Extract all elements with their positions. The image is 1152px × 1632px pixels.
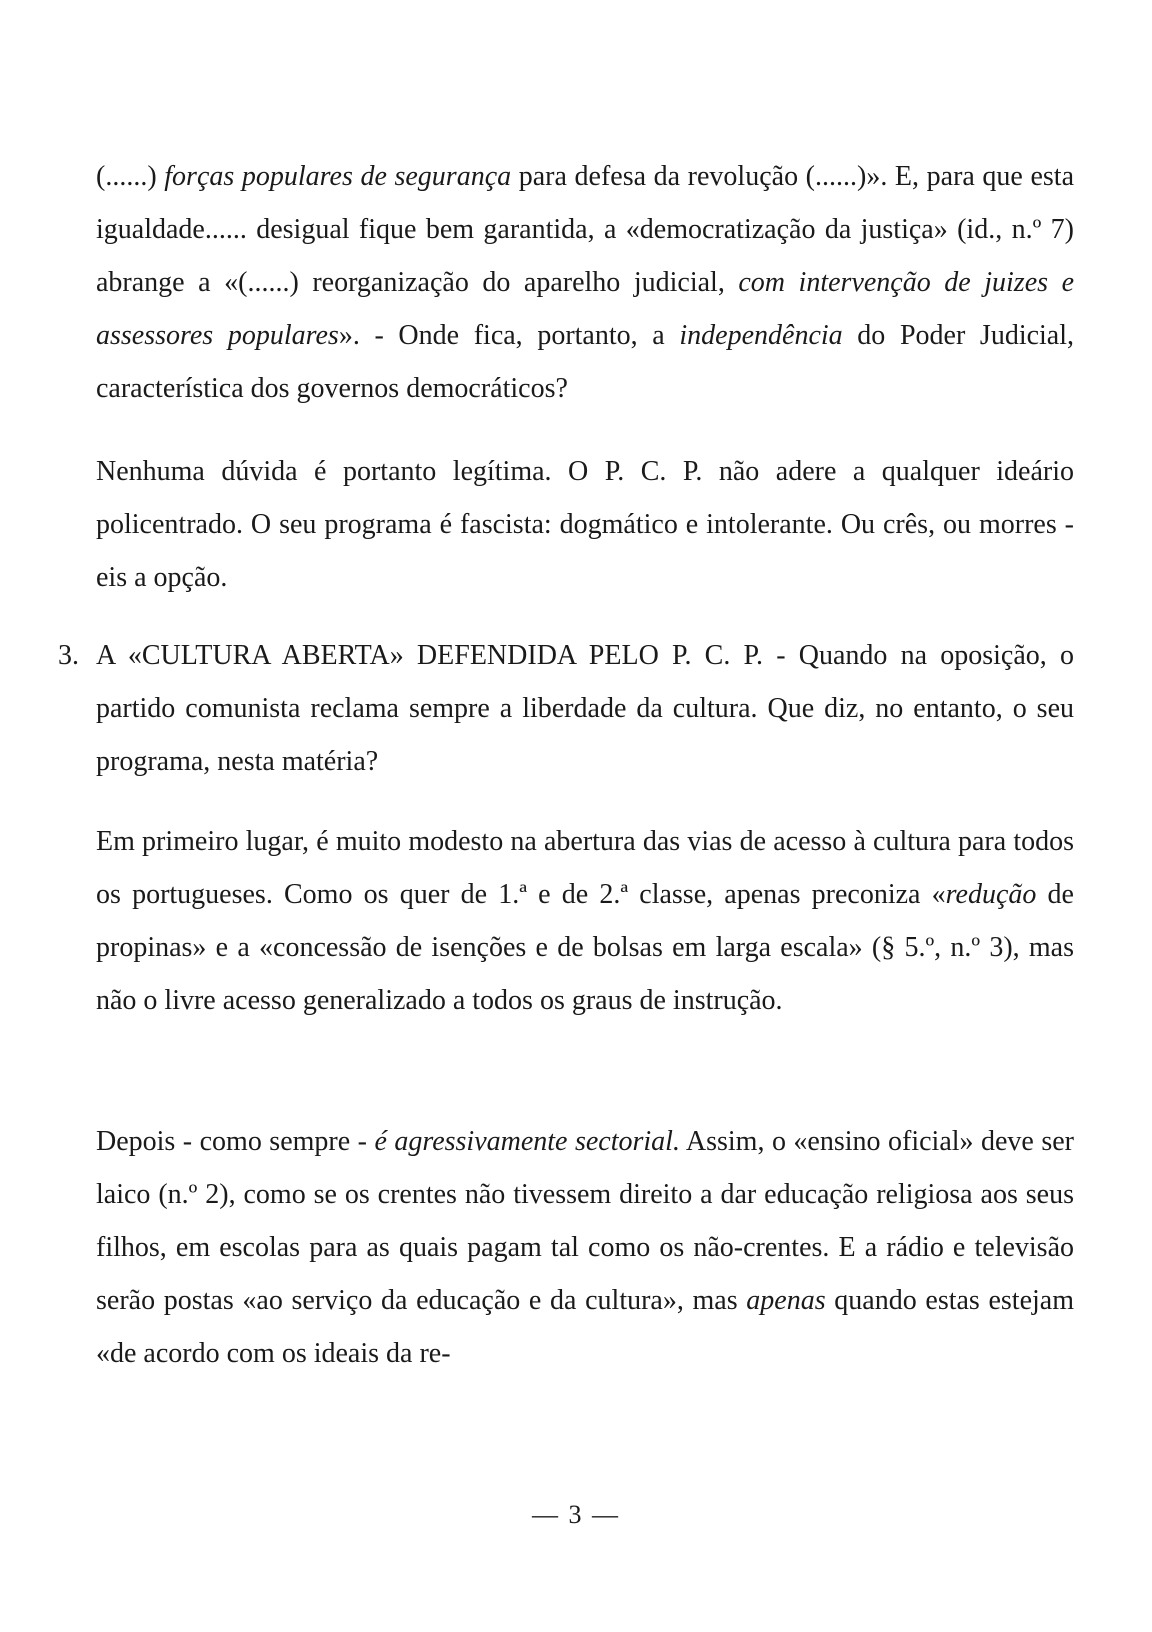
- text-run: ». - Onde fica, portanto, a: [338, 320, 680, 351]
- text-run: Em primeiro lugar, é muito modesto na abertura das vias de acesso à cultura para todos os portugueses. Como os quer de 1.ª e de 2.ª classe, apenas preconiza «: [96, 826, 1074, 910]
- italic-run: forças populares de segurança: [164, 161, 512, 192]
- italic-run: independência: [679, 320, 843, 351]
- text-run: A «CULTURA ABERTA» DEFENDIDA PELO P. C. P. - Quando na oposição, o partido comunista reclama sempre a liberdade da cultura. Que diz, no entanto, o seu programa, nesta matéria?: [96, 640, 1074, 777]
- page-number: — 3 —: [532, 1500, 620, 1529]
- section-3-heading-paragraph: [58, 629, 1074, 788]
- italic-run: é agressivamente sectorial.: [374, 1126, 680, 1157]
- paragraph-first-place: [96, 815, 1074, 1027]
- text-run: para defesa da revolução (......)». E, para que esta igualdade...... desigual fique bem garantida, a «democratização da justiça» (id., n.º 7) abrange a «(......) reorganização do aparelho judicial,: [96, 161, 1075, 298]
- text-run: de propinas» e a «concessão de isenções e de bolsas em larga escala» (§ 5.º, n.º 3), mas não o livre acesso generalizado a todos os graus de instrução.: [96, 879, 1074, 1016]
- italic-run: redução: [945, 879, 1037, 910]
- text-run: (......): [96, 161, 165, 192]
- text-run: Nenhuma dúvida é portanto legítima. O P. C. P. não adere a qualquer ideário policentrado. O seu programa é fascista: dogmático e intolerante. Ou crês, ou morres - eis a opção.: [96, 456, 1074, 593]
- text-run: Depois - como sempre -: [96, 1126, 375, 1157]
- text-run: Assim, o «ensino oficial» deve ser laico (n.º 2), como se os crentes não tivessem direito a dar educação religiosa aos seus filhos, em escolas para as quais pagam tal como os não-crentes. E a rádio e televisão serão postas «ao serviço da educação e da cultura», mas: [96, 1126, 1074, 1316]
- paragraph-sectorial: [96, 1115, 1074, 1380]
- italic-run: com intervenção de juizes e assessores populares: [96, 267, 1074, 351]
- paragraph-popular-forces: [96, 150, 1074, 415]
- text-run: quando estas estejam «de acordo com os ideais da re-: [96, 1285, 1074, 1369]
- text-run: do Poder Judicial, característica dos governos democráticos?: [96, 320, 1075, 404]
- paragraph-no-doubt: [96, 445, 1074, 604]
- italic-run: apenas: [746, 1285, 826, 1316]
- section-number: 3.: [58, 640, 79, 671]
